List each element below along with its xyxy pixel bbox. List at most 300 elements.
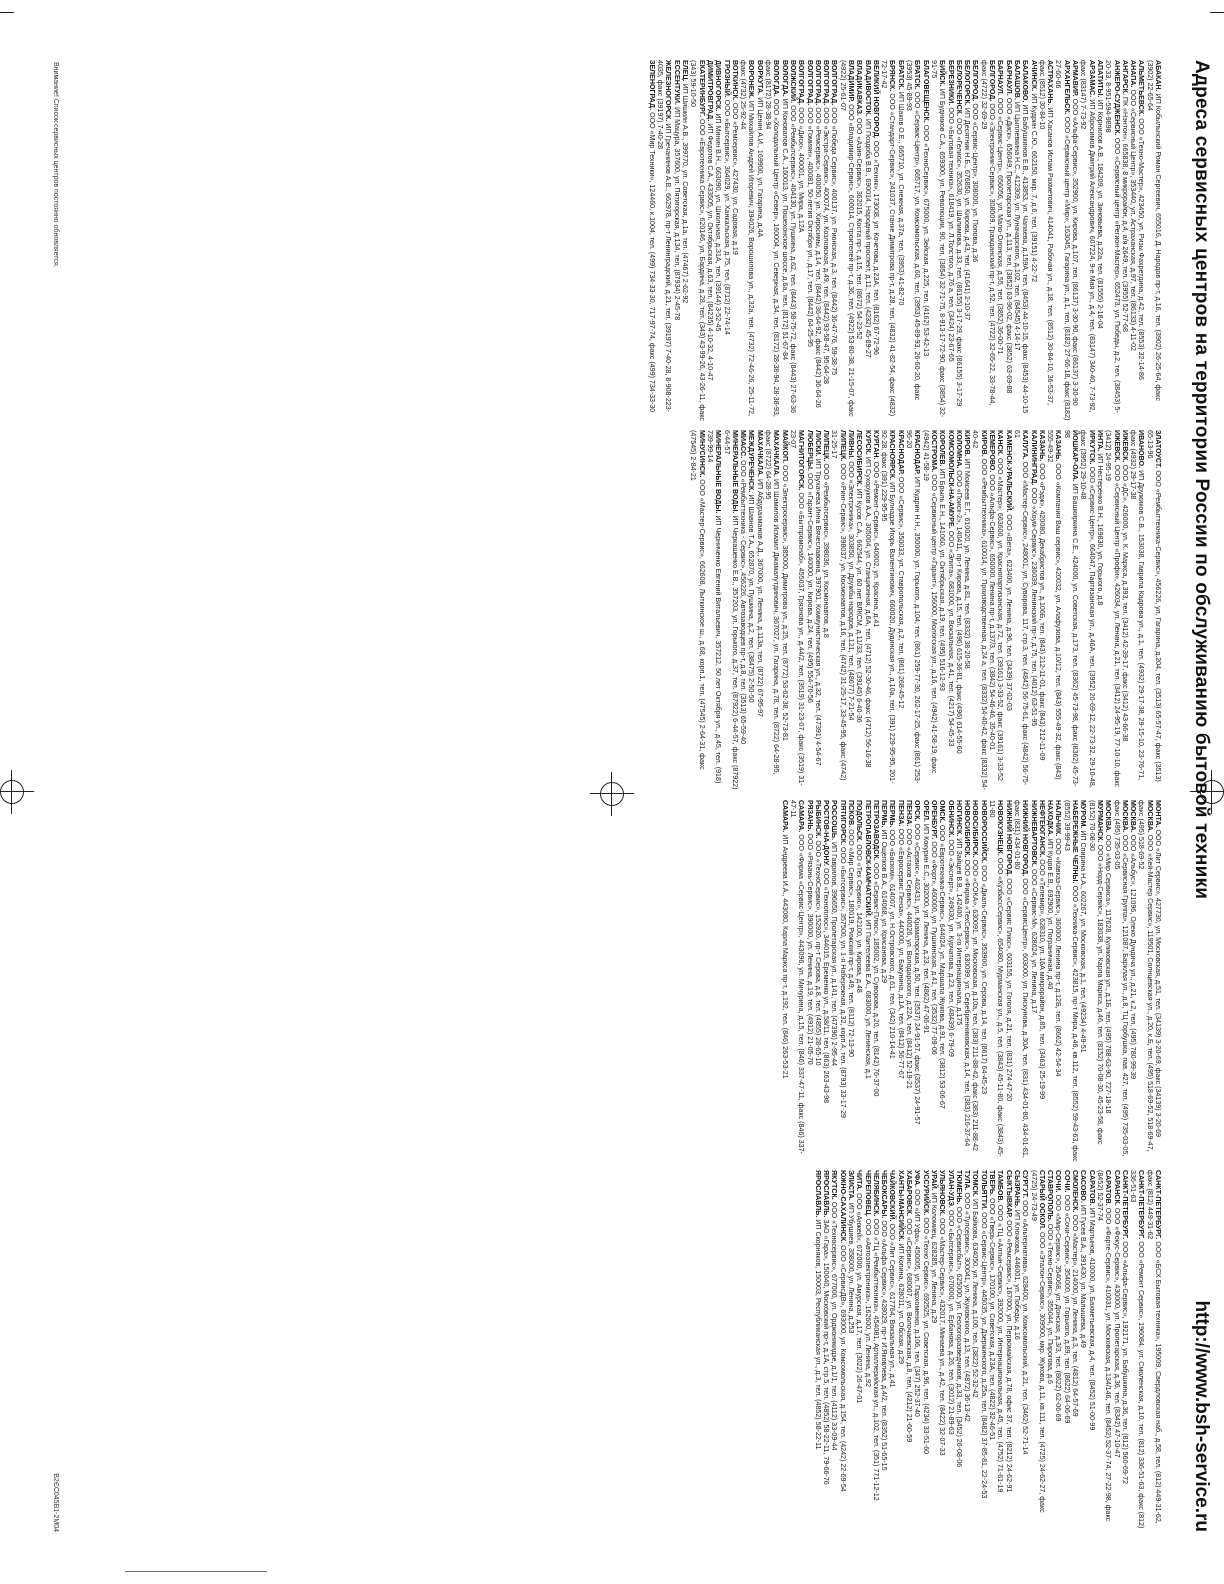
service-center-entry (863, 800, 871, 1162)
center-details: ООО «Альфа-Сервис», 650000, Ленина пр-т, д.137/3, тел. (3842) 54-46-46, 35-40-01 (988, 474, 997, 751)
city-name: ЧИТА. (855, 1170, 864, 1192)
city-name: БАРНАУЛ. (1004, 60, 1013, 96)
service-center-entry (714, 60, 722, 422)
center-details: ООО «Поиск-2», 140411, пр-т Кирова, д.15, тел. (496) 615-36-81, факс (496) 614-55-60 (954, 470, 963, 754)
center-details: ООО «Сервисная Группа», 121087, Барклая ул., д.8, ТЦ Горбушка, пав. 427, тел. (495) 735-03-05, факс (495) 735-03-05 (1112, 800, 1129, 1157)
service-center-entry (996, 60, 1004, 422)
service-center-entry (830, 1170, 838, 1532)
service-center-entry (1096, 60, 1104, 422)
service-center-entry (996, 430, 1004, 792)
city-name: ПЕТРОЗАВОДСК. (871, 800, 880, 861)
city-name: НИЖНИЙ НОВГОРОД. (1021, 800, 1030, 877)
service-center-entry (822, 60, 830, 422)
city-name: УРАЙ. (929, 1170, 938, 1191)
city-name: МАГНИТОГОРСК. (797, 430, 806, 491)
center-details: ООО «Эталон-Сервис», 309500, мкр. Жукова, д.11, кв.111, тел. (4725) 24-62-27, факс (4725) 24-73-49 (1029, 1170, 1046, 1513)
center-details: ООО «Форте-Сервис», 410031, ул. Московская, д.134/146, тел. (8452) 52-37-74, 27-22-98, факс (8452) 52-37-74 (1095, 1170, 1113, 1522)
service-center-entry (1145, 60, 1162, 422)
city-name: УССУРИЙСК. (921, 1170, 930, 1216)
service-center-entry (722, 430, 739, 792)
service-center-entry (1004, 1170, 1012, 1532)
service-center-entry (946, 430, 954, 792)
city-name: ВЛАДИКАВКАЗ. (855, 60, 864, 116)
city-name: ЖЕЛЕЗНОГОРСК. (664, 60, 673, 122)
city-name: ДИМИТРОВГРАД. (705, 60, 714, 122)
service-center-entry (1071, 60, 1079, 422)
center-details: ООО «Сервис-Центр», 656056, ул. Мало-Олонская, д.55, тел. (3852) 36-00-71 (996, 97, 1005, 355)
service-center-entry (689, 430, 706, 792)
center-details: ООО «Элита», 681000, ул. Вокзальная, д.41, тел. (4217) 54-45-33 (946, 530, 955, 747)
center-details: ООО «Сервис-Центр», 445035, ул. Дзержинского, д.25а, тел. (8482) 37-85-81, 22-24-53 (979, 1212, 988, 1499)
city-name: КРАСНОЯРСК. (888, 430, 897, 481)
center-details: ООО «Рембыттехника», 610014, ул. Производственная, д.24 а, тел. (8332) 54-40-42, факс (8332) 54-40-42 (971, 430, 988, 790)
service-center-entry (946, 60, 954, 422)
center-details: ООО «Рембытсервис», 404130, ул. Пушкина, д.62, тел. (8443) 58-75-72, факс (8443) 27-63-36 (788, 105, 797, 414)
city-name: ХАБАРОВСК. (905, 1170, 914, 1217)
service-center-entry (1071, 1170, 1079, 1532)
city-name: КИРОВ. (979, 430, 988, 457)
city-name: АНГАРСК. (1120, 60, 1129, 95)
center-details: ООО «Техно Сервис», 692525, ул. Советская, д.96, тел. (4234) 33-51-60 (921, 1217, 930, 1455)
service-center-entry (755, 430, 763, 792)
service-center-entry (905, 800, 913, 1162)
center-details: ИП Байкова, 634050, ул. Ленина, д.100, тел. (3822) 52-32-42 (971, 1199, 980, 1398)
center-details: ООО «Анжей», 672000, ул. Амурская, д.17, тел. (3022) 26-47-01 (855, 1193, 864, 1404)
center-details: ООО «Сервис», 462431, ул. Краматорская, д.50, тел. (3537) 24-91-57, факс (3537) 24-91-57 (913, 823, 922, 1125)
service-center-entry (1096, 1170, 1113, 1532)
center-details: ООО «Рязань-Сервис», 390000, ул. Ленина, д.19, тел. (4912) 21-05-70 (805, 833, 814, 1065)
center-details: ИП Хасанов Ислам Рахметович, 414041, Рабочая ул., д.18, тел. (8512) 30-84-10, 36-53-37, факс (8512) 30-84-10 (1037, 60, 1055, 405)
center-details: ИП Абросимов Дмитрий Александрович, 607224, 9-е Мая ул., д.4, тел. (83147) 340-40, 7-73-92, факс (83147) 7-73-92 (1079, 60, 1096, 413)
center-details: ООО «Фирма «ТехСервис», 630099, ул. Серебренниковская, д.14, тел. (383) 216-37-64 (963, 859, 972, 1147)
city-name: ВЛАДИВОСТОК. (863, 60, 872, 117)
service-center-entry (938, 1170, 946, 1532)
service-center-entry (1145, 430, 1162, 792)
service-center-entry (1029, 800, 1037, 1162)
service-center-entry (780, 60, 788, 422)
service-center-entry (1004, 430, 1012, 792)
center-details: ИП Корнилов А.В., 184209, ул. Зиновьева, д.22а, тел. (81555) 2-18-04 (1095, 99, 1104, 329)
city-name: ДИВНОГОРСК. (714, 60, 723, 112)
center-details: ООО «Ремонт-Сервис», 640002, ул. Красина, д.41 (871, 461, 880, 628)
city-name: НАБЕРЕЖНЫЕ ЧЕЛНЫ. (1071, 800, 1080, 884)
center-details: ООО «Гомиян», 400081, 50-летия Октября ул., д.17, тел. (8442) 64-25-95 (805, 107, 814, 347)
city-name: ИНТА. (1095, 430, 1104, 452)
city-name: КОСТРОМА. (929, 430, 938, 473)
center-details: ООО «Диаль-Сервис», 353900, ул. Серова, д.14, тел. (8617) 64-45-23 (979, 865, 988, 1095)
service-center-entry (1137, 800, 1154, 1162)
city-name: СТАРЫЙ ОСКОЛ. (1037, 1170, 1046, 1230)
city-name: ЧЕЛЯБИНСК. (871, 1170, 880, 1217)
center-details: ООО «Диск», 656049, Пролетарская ул., д.113, тел. (3852) 63-96-02, факс (3852) 63-69-88 (1004, 97, 1013, 394)
service-center-entry (930, 800, 938, 1162)
service-center-entry (847, 800, 855, 1162)
center-details: ООО «Бытсервис», 670000, ул. Ербанова, д.26, тел. (3012) 21-89-63 (946, 1209, 955, 1435)
service-center-entry (1112, 1170, 1120, 1532)
city-name: СОЧИ. (1054, 1170, 1063, 1193)
service-center-entry (880, 800, 888, 1162)
service-center-entry (764, 430, 781, 792)
center-details: ИП Ощепков В.А., 614068, ул. Крисанова, д.29 (880, 829, 889, 983)
city-name: ОБНИНСК. (946, 800, 955, 838)
center-details: ИП Мацура, 357600, ул. Пятигорская, д.134, тел. (87934) 2-45-78 (672, 106, 681, 321)
city-name: МОСКВА. (1120, 800, 1129, 833)
city-name: САНКТ-ПЕТЕРБУРГ. (1120, 1170, 1129, 1240)
city-name: ИРКУТСК. (1087, 430, 1096, 465)
center-details: ООО «Евросервис Пенза», 440000, ул. Бакунина, д.1А, тел. (8412) 56-77-67 (896, 828, 905, 1079)
page-title: Адреса сервисных центров на территории России по обслуживанию бытовой техники (1191, 60, 1212, 900)
city-name: САМАРА. (780, 800, 789, 833)
center-details: ООО «Техноплюс», 344015, Еременко ул., д.58/11, тел. (863) 263-43-98 (822, 868, 831, 1104)
service-center-entry (838, 60, 855, 422)
service-center-entry (706, 430, 723, 792)
center-details: ООО «Тверь-Сервис», 170100, ул. Советская, д.23А, тел. (4822) 32-46-51 (988, 1197, 997, 1441)
service-center-entry (822, 800, 830, 1162)
service-center-entry (1054, 60, 1071, 422)
service-center-entry (1087, 800, 1104, 1162)
city-name: ОРЕНБУРГ. (929, 800, 938, 840)
service-center-entry (855, 60, 863, 422)
city-name: ЮЖНО-САХАЛИНСК. (838, 1170, 847, 1244)
service-center-entry (1038, 430, 1046, 792)
center-details: ООО «Бытсервис», 357500, ул. 1-я Набережная, д.32, корп.4, тел. (8793) 33-17-29 (838, 847, 847, 1118)
city-name: ЧАЙКОВСКИЙ. (888, 1170, 897, 1222)
center-details: ИП Поздоба В.В., 690014, Народный проспект, д.11, тел. (4232) 45-89-27 (863, 118, 872, 358)
service-center-entry (648, 60, 656, 422)
city-name: ХАНТЫ-МАНСИЙСК. (896, 1170, 905, 1242)
city-name: ПЕНЗА. (905, 800, 914, 827)
center-details: ООО «Бытпромснаб», 455037, Грязнова ул., д.44/2, тел. (3519) 31-23-07, факс (3519) 31-23-07 (788, 430, 806, 786)
service-center-entry (755, 60, 763, 422)
service-center-entry (1129, 800, 1137, 1162)
city-name: НИЖНЕВАРТОВСК. (1029, 800, 1038, 867)
service-center-entry (1129, 430, 1146, 792)
center-details: ИП Моисеев Е.Г., 610020, ул. Ленина, д.81, тел. (8332) 38-20-58 (963, 458, 972, 669)
website-link[interactable]: http://www.bsh-service.ru (1191, 1300, 1212, 1532)
city-name: ВОЛГОГРАД. (830, 60, 839, 106)
city-name: МУРМАНСК. (1095, 800, 1104, 843)
service-center-entry (963, 60, 971, 422)
center-details: ООО «Ремсервис», 167000, ул. Первомайская, д.78, офис 37, тел. (8212) 24-62-91 (1004, 1220, 1013, 1493)
center-details: ООО «Победа Сервис», 400137, ул. Рионская, д.3, тел. (8442) 36-47-76, 59-38-75 (830, 107, 839, 376)
city-name: ОРСК. (913, 800, 922, 822)
city-name: ИЖЕВСК. (1120, 430, 1129, 463)
city-name: ПОДОЛЬСК. (855, 800, 864, 843)
city-name: ВОЛЖСКИЙ. (788, 60, 797, 104)
center-details: ООО «СОКА», 630091, ул. Московская, д.10а, тел. (383) 211-88-42, факс (383) 211-88-42 (971, 859, 980, 1152)
city-name: БЕРЕЗНИКИ. (946, 60, 955, 106)
city-name: ТУЛА. (963, 1170, 972, 1191)
city-name: АЧИНСК. (1029, 60, 1038, 92)
center-details: ИП Булнадзе Игорь Валентинович, 660020, Дудинская ул., д.10а, тел. (391) 229-95-95, 201-92-28, факс (391) 229-95-95 (880, 430, 897, 784)
service-center-entry (938, 430, 946, 792)
service-center-entry (1021, 1170, 1029, 1532)
service-center-entry (1112, 800, 1129, 1162)
service-center-entry (1054, 1170, 1062, 1532)
service-center-entry (979, 60, 996, 422)
center-details: ПК «Нэнтон», 665838, 8 микрорайон, д.4, а/я 2649, тел. (3955) 52-77-68 (1120, 96, 1129, 332)
service-center-entry (1104, 60, 1121, 422)
city-name: КИРОВ. (963, 430, 972, 457)
document-code: B2ЄC045В1-2М04 (52, 1473, 59, 1532)
center-details: ИП Скорняков, 150003, Республиканская ул., д.3, тел. (4852) 58-22-11 (813, 1219, 822, 1450)
center-details: ООО «Эксперт», 249030, ул. Курчатова, д.23, тел. (48439) 6-79-09 (946, 839, 955, 1057)
city-name: АРХАНГЕЛЬСК. (1062, 60, 1071, 115)
center-details: ЗАО «Гара», 150040, Московский пр-т, д.1А, стр.5, тел. (4852) 58-22-11, 79-66-76 (822, 1219, 831, 1485)
center-details: ООО «Фирма «Сервис-Центр», 443096, ул. Мичурина, д.15, тел. (846) 337-47-11, факс (846) 337-47-11 (788, 800, 806, 1154)
city-name: МОНТА. (1154, 800, 1162, 828)
center-details: ООО «Автоэлектроника», 162600, ул. Ленина, д.92 (863, 1218, 872, 1387)
city-name: БАЛАШОВ. (1012, 60, 1021, 100)
center-details: ООО «Сервис Плюс», 603155, ул. Гоголя, д.21, тел. (831) 274-47-20 (1004, 878, 1013, 1102)
service-center-entry (963, 800, 971, 1162)
city-name: РЯЗАНЬ. (805, 800, 814, 832)
center-details: ООО «Мир Сервиса», 117628, Куликовская ул., д.1Б, тел. (495) 788-63-90, 727-18-18 (1104, 834, 1113, 1114)
city-name: НОГИНСК. (954, 800, 963, 837)
center-details: ООО «ТехноСервис», 675000, ул. Зейская, д.225, тел. (4162) 53-42-13 (921, 124, 930, 357)
city-name: НОВОКУЗНЕЦК. (996, 800, 1005, 856)
service-center-entry (1121, 1170, 1129, 1532)
center-details: ООО «Фокус-Сервис», 430000, ул. Пролетарская, д.36, тел. (8342) 47-10-47 (1112, 1207, 1121, 1458)
center-details: ООО «Диск», 400001, ул. Мира, д.12А (797, 107, 806, 233)
center-details: ООО «Лит Сервис», 427730, ул. Московская, д.51, тел. (34139) 3-20-69, факс (34139) 3-20-69 (1154, 829, 1162, 1137)
center-details: ООО «Гелиос», 352630, ул. Шалимова, д.33, тел. (86155) 3-17-29, факс (86155) 3-17-29 (954, 118, 963, 407)
city-name: БРАТСК. (913, 60, 922, 90)
service-center-entry (905, 1170, 913, 1532)
city-name: САРАТОВ. (1087, 1170, 1096, 1206)
center-details: ИП Кудрин Н.Н., 350000, ул. Горького, д.104, тел. (861) 259-77-30, 262-17-25, факс (861) 253-96-20 (905, 430, 922, 784)
center-details: ООО «Сервисный Центр «Профи», 426034, ул. Ленина, д.21, тел. (3412) 24-95-19, 77-10-10, факс (3412) 24-95-19 (1104, 430, 1121, 788)
center-details: ИП Шаков О.Е., 665710, ул. Снежная, д.37а, тел. (3953) 41-82-70 (896, 91, 905, 306)
city-name: НЕФТЕЮГАНСК. (1037, 800, 1046, 858)
center-details: ООО «Тех Сервис», 142100, ул. Кирова, д.48 (855, 844, 864, 993)
center-details: ООО «Техносервис», 677000, ул. Орджоникидзе, д.1/1, тел. (4112) 33-09-44 (830, 1201, 839, 1451)
city-name: МАЙКОП. (780, 430, 789, 464)
center-details: ООО «Ремонт Сервис», 196084, ул. Смоленская, д.10, тел. (812) 336-51-63, факс (812) 336-51-63 (1129, 1170, 1146, 1529)
city-name: КОЛОМНА. (954, 430, 963, 469)
service-center-entry (822, 430, 830, 792)
center-details: ООО «Ремсервис», 400050, ул. Хиросимы, д.14, тел. (8442) 36-64-92, факс (8442) 36-64-26 (813, 107, 822, 408)
service-center-entry (1121, 430, 1129, 792)
city-name: НОВОРОССИЙСК. (979, 800, 988, 864)
city-name: ИЖЕВСК. (1112, 430, 1121, 463)
center-details: ООО «Альфа-Сервис», 352900, ул. Кирова, д.107, тел. (86137) 3-30-90, факс (86137) 3-30-90 (1071, 98, 1080, 406)
city-name: МОСКВА. (1129, 800, 1138, 833)
city-name: ЭЛИСТА. (847, 1170, 856, 1201)
city-name: АРМАВИР. (1071, 60, 1080, 97)
service-center-entry (838, 1170, 846, 1532)
city-name: КОРОЛЕВ. (938, 430, 947, 467)
center-details: ООО «Холодильный Центр «Север», 160004, ул. Северная, д.34, тел. (8172) 28-38-94, 28-38-93, факс (8172) 28-38-94 (764, 60, 781, 417)
city-name: СЫКТЫВКАР. (1004, 1170, 1013, 1219)
column-2 (72, 430, 1162, 792)
city-name: ЕССЕНТУКИ. (672, 60, 681, 105)
city-name: ГРОЗНЫЙ. (722, 60, 731, 98)
city-name: СОЧИ. (1062, 1170, 1071, 1193)
service-center-entry (1079, 430, 1096, 792)
city-name: ЗЕЛЕНОГРАД. (647, 60, 656, 111)
city-name: МОСКВА. (1145, 800, 1154, 833)
center-details: ООО «Ремсервис», 427430, ул. Садовая, д.19 (730, 102, 739, 255)
service-center-entry (1129, 60, 1137, 422)
service-center-entry (872, 800, 880, 1162)
center-details: ИП Гречанинов А.В., 662978, пр-т Ленинградский, д.21, тел. (39197) 7-40-28, 8-908-223-4035, факс (39197) 7-40-28 (656, 60, 673, 413)
city-name: АНЖЕРО-СУДЖЕНСК. (1112, 60, 1121, 136)
city-name: КАНСК. (996, 430, 1005, 456)
center-details: ИП Кудрин С.Ю., 662150, мкр. 7, д.6, тел. (39151) 4-22-72 (1029, 93, 1038, 283)
service-center-entry (1087, 1170, 1095, 1532)
city-name: ВОРОНЕЖ. (747, 60, 756, 99)
service-center-entry (971, 60, 979, 422)
center-details: ООО «Техник», 173008, ул. Кочетова, д.23А, тел. (8162) 67-72-96 (871, 140, 880, 355)
center-details: ИП Дружиков С.В., 153038, Гаврила Кадрова ул., д.1, тел. (4932) 29-17-38, 29-15-10, 23-76-71, факс (4932) 29-17-38 (1129, 430, 1146, 781)
center-details: ООО «ИП Уфа», 450005, ул. Пархоменко, д.106, тел. (347) 252-37-40 (913, 1189, 922, 1417)
service-center-entry (672, 60, 680, 422)
service-center-entry (722, 60, 730, 422)
service-center-entry (946, 800, 954, 1162)
city-name: УЛАН-УДЭ. (946, 1170, 955, 1208)
center-details: ИП Федотов С.А., 433505, ул. Октябрьская, д.63, тел. (84235) 4-10-32, 4-10-47 (705, 123, 714, 381)
service-center-entry (971, 430, 988, 792)
service-center-entry (855, 1170, 863, 1532)
city-name: ПЕТРОПАВЛОВСК-КАМЧАТСКИЙ. (863, 800, 872, 918)
city-name: КАЛИНИНГРАД. (1029, 430, 1038, 486)
service-center-entry (830, 800, 838, 1162)
city-name: АРЗАМАС. (1087, 60, 1096, 98)
center-details: ИП Будников С.А., 659300, ул. Революции, 90, тел. (3854) 32-71-75, 8-913-17-72-90, факс (3854) 32-91-75 (929, 60, 947, 418)
center-details: ООО «Сервис-М», 628624, ул. Ленина, д.17 (1029, 868, 1038, 1014)
service-center-entry (855, 430, 863, 792)
city-name: КЕМЕРОВО. (988, 430, 997, 473)
center-details: ООО «Владимир-Сервис», 600014, Строителей пр-т, д.36, тел. (4922) 53-80-38, 21-15-07, факс (4922) 25-61-07 (838, 60, 856, 417)
center-details: ООО «Техника-Сервис», 423815, пр-т Мира, д.46, кв.112, тел. (8552) 59-43-63, факс (8552) 39-99-43 (1062, 800, 1080, 1162)
city-name: ПЕРМЬ. (888, 800, 897, 828)
city-name: КАЗАНЬ. (1054, 430, 1063, 462)
city-name: УЛЬЯНОВСК. (938, 1170, 947, 1216)
service-center-entry (872, 60, 880, 422)
center-details: ООО «Мастер-Сервис», 432017, Минаева ул., д.42, тел. (8422) 32-07-33 (938, 1217, 947, 1456)
service-center-entry (863, 1170, 871, 1532)
service-center-entry (1096, 430, 1104, 792)
city-name: БАРНАУЛ. (996, 60, 1005, 96)
center-details: ООО «СервисДВ», 693000, ул. Комсомольская, д.154, тел. (4242) 22-69-54 (838, 1245, 847, 1492)
city-name: БЕЛГОРОД. (971, 60, 980, 102)
center-details: ООО «Лит Сервис», 617764, Вокзальная ул., д.41 (888, 1223, 897, 1388)
city-name: БРАТСК. (896, 60, 905, 90)
center-details: ООО «Тулсервис», 300041, ул. Жуковского, д.13, тел. (4872) 36-13-42 (963, 1192, 972, 1422)
center-details: ИП Спирина Н.А., 602267, ул. Московская, д.1, тел. (49234) 4-49-51 (1079, 830, 1088, 1053)
city-name: РОССОШЬ. (830, 800, 839, 840)
center-details: ИП Коломиец, 628285, ул. Ленина, д.29 (929, 1192, 938, 1324)
service-center-entry (1062, 430, 1079, 792)
city-name: ТЮМЕНЬ. (954, 1170, 963, 1205)
city-name: САНКТ-ПЕТЕРБУРГ. (1154, 1170, 1162, 1240)
center-details: ООО «Рембыттехника - Сервис», 456226, Автозаводцев пр-т, д.8, тел. (3513) 65-59-40 (739, 460, 748, 745)
center-details: ООО «Рембыттехника-Сервис», 456226, ул. Гагарина, д.204, тел. (3513) 65-57-47, факс (3513) 65-13-96 (1145, 430, 1162, 782)
city-name: ЕЛЕЦ. (681, 60, 690, 82)
city-name: ОРЕЛ. (921, 800, 930, 822)
city-name: ВОЛОГДА. (772, 60, 781, 97)
center-details: ИП Куцов Е.В., 692900, ул. Пограничная, д.40 (1046, 838, 1055, 990)
service-center-entry (1154, 800, 1162, 1162)
service-center-entry (872, 430, 880, 792)
center-details: ИП Кобыльнский Роман Сергеевич, 655016, Д. Народов пр-т, д.16, тел. (3902) 26-25-64, факс (3902) 22-65-64 (1145, 60, 1162, 401)
service-center-entry (1013, 60, 1021, 422)
column-3 (72, 800, 1162, 1162)
city-name: ТОМСК. (971, 1170, 980, 1198)
service-center-entry (921, 60, 929, 422)
center-details: ООО «Мастер-Сервис», 662608, Лыткинское ш., д.68, корп.1, тел. (47545) 2-64-31, факс (47545) 2-84-21 (689, 430, 706, 770)
center-details: ИП Десятник Н.Б., 676850, ул. Кирова, д.43, тел. (41641) 2-10-37 (963, 107, 972, 321)
city-name: ЧЕРЕПОВЕЦ. (863, 1170, 872, 1217)
service-center-entry (847, 430, 855, 792)
city-name: ВЛАДИМИР. (847, 60, 856, 103)
center-details: ИП Зайцев В.В., 142400, ул. 3-го Интернационала, д.175 (954, 838, 963, 1026)
service-center-entry (1046, 430, 1063, 792)
center-details: ООО «Мир-Сервис», 354068, ул. Донская, д.3/3, тел. (8622) 62-06-69 (1054, 1194, 1063, 1422)
center-details: ООО «Электросервис», 385000, Димитрова ул., д.25, тел. (8772) 53-62-38, 52-73-81 (780, 465, 789, 741)
center-details: ИП Абдурахманов А.Д., 367000, ул. Ленина, д.113а, тел. (8722) 67-95-97 (755, 478, 764, 717)
service-center-entry (1046, 1170, 1054, 1532)
service-center-entry (780, 800, 788, 1162)
center-details: ООО «Сервисбыт», 625000, ул. Геологоразведчиков, д.33, тел. (3452) 26-08-06 (954, 1206, 963, 1468)
city-name: МИНЕРАЛЬНЫЕ ВОДЫ. (714, 430, 723, 514)
service-center-entry (955, 800, 963, 1162)
service-center-entry (897, 800, 905, 1162)
center-details: ИП Убушиев, 358000, ул. Ленина, д.253 (847, 1202, 856, 1334)
service-center-entry (938, 800, 946, 1162)
service-center-entry (1046, 800, 1054, 1162)
service-center-entry (1054, 800, 1062, 1162)
city-name: ЯРОСЛАВЛЬ. (813, 1170, 822, 1218)
center-details: ООО «Форт», 460000, ул. Пушкинская, д.41, тел. (3532) 77-09-06 (929, 841, 938, 1055)
city-name: КУРГАН. (871, 430, 880, 460)
center-details: ИП Бабушкинов Е.В., 413853, ул. Чапаева, д.159А, тел. (8453) 44-10-15, факс (8453) 44-10-15 (1021, 104, 1030, 414)
city-name: ВОЛГОГРАД. (797, 60, 806, 106)
city-name: МИНЕРАЛЬНЫЕ ВОДЫ. (730, 430, 739, 514)
city-name: НИЖНИЙ НОВГОРОД. (1004, 800, 1013, 877)
city-name: АСТРАХАНЬ. (1046, 60, 1055, 106)
city-name: ТВЕРЬ. (988, 1170, 997, 1196)
service-center-entry (979, 1170, 987, 1532)
city-name: КРАСНОДАР. (896, 430, 905, 475)
service-center-entry (905, 60, 922, 422)
service-center-entry (1079, 60, 1096, 422)
city-name: НОВОСИБИРСК. (971, 800, 980, 858)
city-name: САНКТ-ПЕТЕРБУРГ. (1137, 1170, 1146, 1240)
center-details: ООО «Техно-Мастер», 423450, ул. Ризы Фахретдина, д.42, тел. (8553) 32-14-86 (1137, 118, 1146, 380)
center-details: ООО «Бытовая техника», 618419, ул. Л.Толстого, д.76 а, тел. (3424) 23-67-65 (946, 107, 955, 362)
service-center-entry (897, 1170, 905, 1532)
service-center-entry (805, 800, 813, 1162)
center-details: ООО «Сочи-Сервис», 354000, ул. Горького, д.89, тел. (8622) 64-06-69 (1062, 1194, 1071, 1424)
service-center-entry (979, 800, 987, 1162)
service-center-entry (872, 1170, 880, 1532)
center-details: ООО «Рембытсервис», 398036, ул. Космонавтов, д.8 (822, 463, 831, 638)
service-center-entry (863, 60, 871, 422)
service-center-entry (988, 430, 996, 792)
city-name: МУРОМ. (1079, 800, 1088, 829)
service-center-entry (656, 60, 673, 422)
center-details: ООО «Мастер», 663600, ул. Краснопартизанская, д.72, тел. (39161) 3-33-52, факс (39161) 3-33-52 (996, 457, 1005, 781)
service-center-entry (1004, 800, 1012, 1162)
service-center-entry (971, 800, 979, 1162)
service-center-entry (880, 1170, 888, 1532)
center-details: ООО «Сервисный центр «Регион-Мастер», 652473, ул. Победы, д.2, тел. (38453) 5-20-33, 8-951-594-9898 (1104, 60, 1121, 413)
service-center-entry (747, 430, 755, 792)
service-center-entry (1013, 430, 1030, 792)
center-details: ООО «Кавказ-Сервис», 360000, Ленина пр-т, д.12Б, тел. (8662) 42-54-34 (1054, 838, 1063, 1077)
